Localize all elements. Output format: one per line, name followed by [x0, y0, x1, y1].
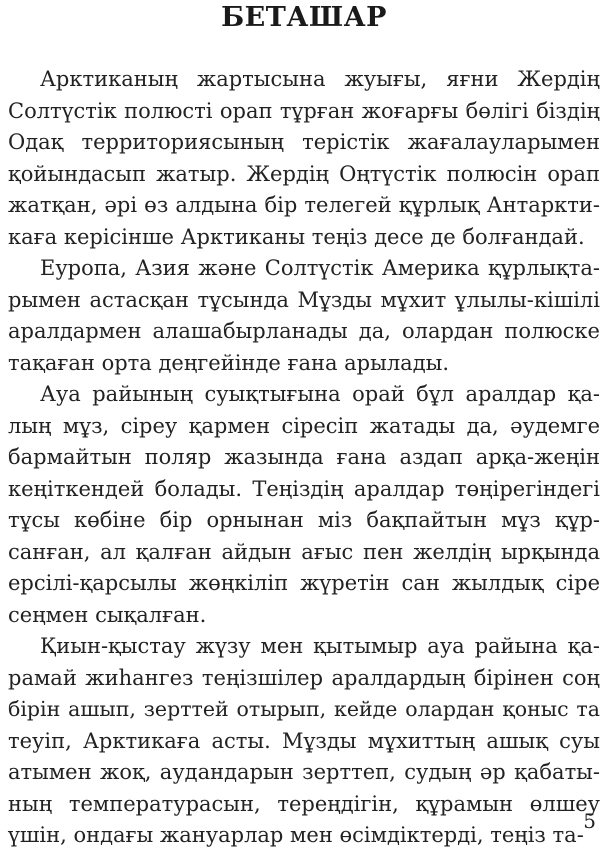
text-line: үшін, ондағы жануарлар мен өсімдіктерді, теңіз та-	[8, 823, 584, 847]
text-line: лың мұз, сіреу қармен сіресіп жатады да, әудемге	[8, 413, 600, 438]
text-line: ның температурасын, тереңдігін, құрамын өлшеу	[8, 791, 600, 816]
paragraph	[8, 64, 600, 253]
text-line: кеңіткендей болады. Теңіздің аралдар төңірегіндегі	[8, 476, 600, 501]
text-line: Солтүстік полюсті орап тұрған жоғарғы бөлігі біздің	[8, 98, 600, 123]
text-line: бірін ашып, зерттей отырып, кейде олардан қоныс та	[8, 697, 600, 721]
text-line: сеңмен сықалған.	[8, 602, 207, 627]
text-line: санған, ал қалған айдын ағыс пен желдің ырқында	[8, 539, 600, 564]
text-line: тақаған орта деңгейінде ғана арылады.	[8, 350, 450, 375]
text-line: Одақ территориясының терістік жағалауларымен	[8, 130, 600, 154]
text-line: Ауа райының суықтығына орай бұл аралдар қа-	[40, 382, 600, 406]
text-line: рамай жиһангез теңізшілер аралдардың бірінен соң	[8, 665, 600, 690]
text-line: ерсілі-қарсылы жөңкіліп жүретін сан жылдық сіре	[8, 571, 600, 595]
text-line: жатқан, әрі өз алдына бір телегей құрлық Антаркти-	[8, 193, 600, 217]
paragraph	[8, 253, 600, 379]
page-number: 5	[583, 809, 596, 833]
body-text	[8, 64, 600, 852]
text-line: Арктиканың жартысына жуығы, яғни Жердің	[40, 67, 600, 91]
text-line: атымен жоқ, аудандарын зерттеп, судың әр қабаты-	[8, 760, 600, 784]
text-line: аралдармен алашабырланады да, олардан полюске	[8, 319, 600, 343]
text-line: каға керісінше Арктиканы теңіз десе де болғандай.	[8, 224, 585, 249]
text-line: рымен астасқан тұсында Мұзды мұхит ұлылы-кішілі	[8, 287, 600, 312]
page-title: БЕТАШАР	[221, 2, 387, 33]
text-line: қойындасып жатыр. Жердің Оңтүстік полюсін орап	[8, 161, 600, 186]
text-line: тұсы көбіне бір орнынан міз бақпайтын мұз құр-	[8, 508, 600, 532]
text-line: Еуропа, Азия және Солтүстік Америка құрлықта-	[40, 256, 600, 280]
text-line: теуіп, Арктикаға асты. Мұзды мұхиттың ашық суы	[8, 728, 600, 753]
text-line: бармайтын поляр жазында ғана аздап арқа-жеңін	[8, 445, 600, 469]
paragraph	[8, 379, 600, 631]
text-line: Қиын-қыстау жүзу мен қытымыр ауа райына қа-	[40, 634, 600, 658]
paragraph	[8, 631, 600, 852]
